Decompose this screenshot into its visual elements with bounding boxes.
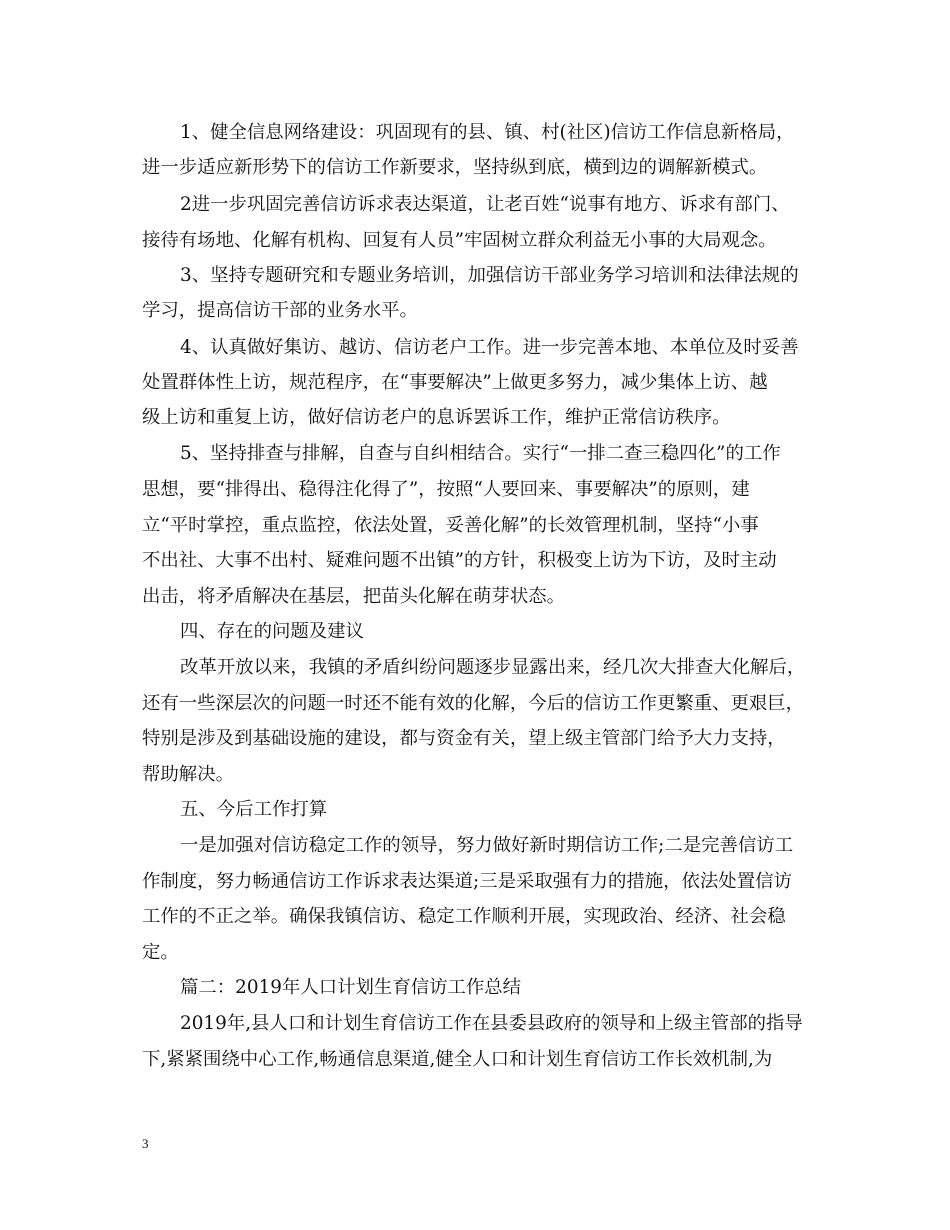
body-line-7: 4、认真做好集访、越访、信访老户工作。进一步完善本地、本单位及时妥善 [180, 337, 799, 358]
body-line-11: 思想，要“排得出、稳得注化得了”，按照“人要回来、事要解决”的原则，建 [142, 479, 750, 500]
body-line-5: 3、坚持专题研究和专题业务培训，加强信访干部业务学习培训和法律法规的 [180, 265, 799, 286]
section-heading-5: 五、今后工作打算 [180, 799, 328, 820]
body-line-27: 下,紧紧围绕中心工作,畅通信息渠道,健全人口和计划生育信访工作长效机制,为 [142, 1049, 773, 1070]
body-line-10: 5、坚持排查与排解，自查与自纠相结合。实行“一排二查三稳四化”的工作 [180, 443, 781, 464]
body-line-19: 帮助解决。 [142, 764, 234, 785]
body-line-14: 出击，将矛盾解决在基层，把苗头化解在萌芽状态。 [142, 586, 565, 607]
article-heading: 篇二：2019年人口计划生育信访工作总结 [180, 977, 522, 998]
body-line-2: 进一步适应新形势下的信访工作新要求，坚持纵到底，横到边的调解新模式。 [142, 157, 768, 178]
body-line-16: 改革开放以来，我镇的矛盾纠纷问题逐步显露出来，经几次大排查大化解后， [180, 657, 806, 678]
body-line-23: 工作的不正之举。确保我镇信访、稳定工作顺利开展，实现政治、经济、社会稳 [142, 906, 786, 927]
body-line-3: 2进一步巩固完善信访诉求表达渠道，让老百姓“说事有地方、诉求有部门、 [180, 194, 790, 215]
section-heading-4: 四、存在的问题及建议 [180, 621, 364, 642]
body-line-17: 还有一些深层次的问题一时还不能有效的化解，今后的信访工作更繁重、更艰巨， [142, 693, 805, 714]
body-line-22: 作制度，努力畅通信访工作诉求表达渠道;三是采取强有力的措施，依法处置信访 [142, 871, 792, 892]
body-line-8: 处置群体性上访，规范程序，在“事要解决”上做更多努力，减少集体上访、越 [142, 372, 768, 393]
body-line-26: 2019年,县人口和计划生育信访工作在县委县政府的领导和上级主管部的指导 [180, 1013, 803, 1034]
body-line-13: 不出社、大事不出村、疑难问题不出镇”的方针，积极变上访为下访，及时主动 [142, 550, 777, 571]
body-line-4: 接待有场地、化解有机构、回复有人员”牢固树立群众利益无小事的大局观念。 [142, 230, 777, 251]
page-number: 3 [142, 1136, 149, 1151]
body-line-6: 学习，提高信访干部的业务水平。 [142, 300, 418, 321]
body-line-24: 定。 [142, 942, 179, 963]
body-line-21: 一是加强对信访稳定工作的领导，努力做好新时期信访工作;二是完善信访工 [180, 835, 794, 856]
body-line-1: 1、健全信息网络建设：巩固现有的县、镇、村(社区)信访工作信息新格局， [180, 122, 795, 143]
body-line-9: 级上访和重复上访，做好信访老户的息诉罢诉工作，维护正常信访秩序。 [142, 407, 731, 428]
body-line-18: 特别是涉及到基础设施的建设，都与资金有关，望上级主管部门给予大力支持， [142, 728, 786, 749]
body-line-12: 立“平时掌控，重点监控，依法处置，妥善化解”的长效管理机制，坚持“小事 [142, 515, 759, 536]
